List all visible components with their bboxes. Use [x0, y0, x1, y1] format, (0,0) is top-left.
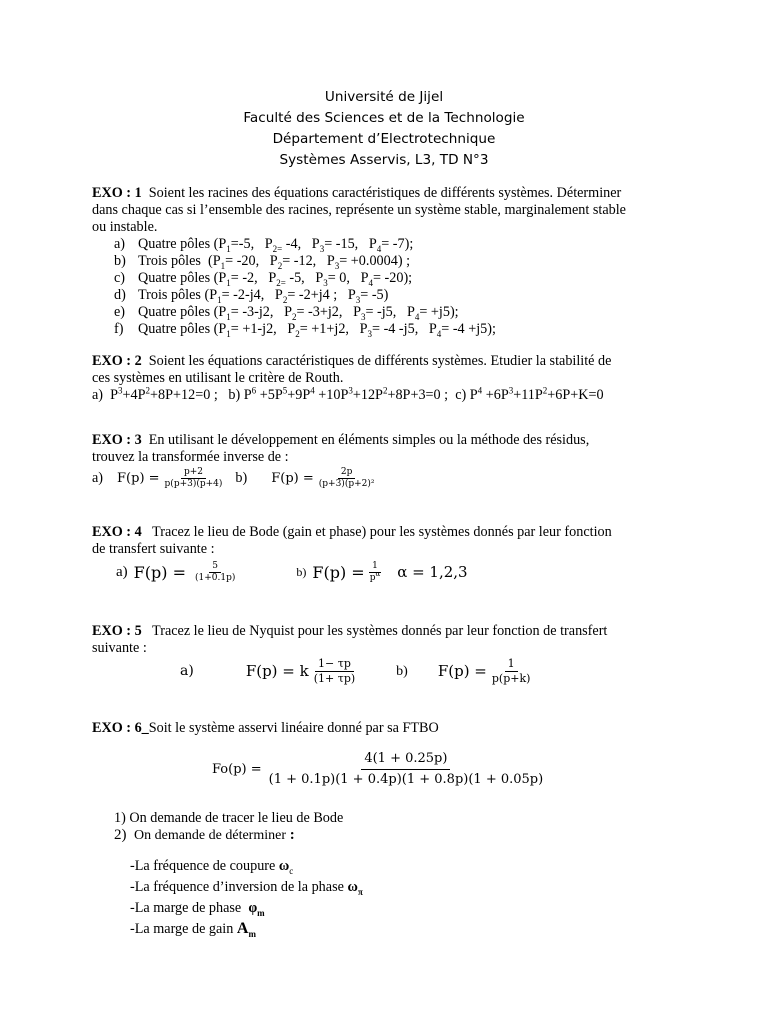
exo1-intro-line3: ou instable.: [92, 219, 158, 235]
exo6-question-2: 2) On demande de déterminer :: [114, 827, 295, 843]
exo4-fraction-a: $\frac{5}{(1+0.1p)}$: [194, 561, 236, 584]
exo5-intro-line1: EXO : 5 Tracez le lieu de Nyquist pour les systèmes donnés par leur fonction de transfert: [92, 623, 608, 639]
exo3-intro-line2: trouvez la transformée inverse de :: [92, 449, 289, 465]
exo5-intro-line2: suivante :: [92, 640, 147, 656]
header-faculty: Faculté des Sciences et de la Technologie: [243, 110, 525, 126]
header-department: Département d’Electrotechnique: [272, 131, 496, 147]
exo3-fraction-a: $\frac{p+2}{p(p+3)(p+4)}$: [164, 467, 223, 490]
exo5-title: EXO : 5: [92, 623, 142, 639]
exo6-intro: EXO : 6_Soit le système asservi linéaire donné par sa FTBO: [92, 720, 439, 736]
exo4-title: EXO : 4: [92, 524, 142, 540]
exo3-fraction-b: $\frac{2p}{\text{(p+3)(p+2)²}}$: [318, 467, 375, 490]
exo1-intro-line1: EXO : 1 Soient les racines des équations caractéristiques de différents systèmes. Déterminer: [92, 185, 622, 201]
exo1-item-a: a) Quatre pôles ($P_1=-5$, $P_{2=}$ -4, $P_3= -15$, $P_4= -7$);: [114, 236, 414, 254]
exo4-formulas: a) F(p) = $\frac{5}{(1+0.1p)}$ b) F(p) = $\frac{1}{p^\alpha}$ α = 1,2,3: [116, 561, 468, 584]
exo6-question-1: 1) On demande de tracer le lieu de Bode: [114, 810, 344, 826]
header-university: Université de Jijel: [324, 89, 444, 105]
exo6-ftbo-fraction: $\frac{4(1 + 0.25p)}{(1 + 0.1p)(1 + 0.4p)(1 + 0.8p)(1 + 0.05p)}$: [268, 751, 544, 787]
exo2-intro-line1: EXO : 2 Soient les équations caractéristiques de différents systèmes. Etudier la stabilité de: [92, 353, 612, 369]
header-course: Systèmes Asservis, L3, TD N°3: [279, 152, 489, 168]
exo1-item-f: f) Quatre pôles ($P_1= +1-j2$, $P_2= +1+j2$, $P_3= -4$ -j5, $P_4= -4 +j5$);: [114, 321, 496, 339]
exo6-item-gain-margin: -La marge de gain $A_m$: [130, 920, 256, 939]
exo4-fraction-b: $\frac{1}{p^\alpha}$: [369, 561, 381, 584]
exo3-formulas: a) F(p) = $\frac{p+2}{p(p+3)(p+4)}$ b) F(p) = $\frac{2p}{\text{(p+3)(p+2)²}}$: [92, 468, 379, 490]
exo3-title: EXO : 3: [92, 432, 142, 448]
exo2-intro-line2: ces systèmes en utilisant le critère de Routh.: [92, 370, 344, 386]
exo6-title: EXO : 6_: [92, 720, 149, 736]
exo1-item-e: e) Quatre pôles ($P_1= -3-j2$, $P_2= -3+j2$, $P_3= -j5$, $P_4= +j5$);: [114, 304, 459, 322]
exo2-equations: a) $P^3+4P^2+8P+12=0$ ; b) $P^6 +5P^5+9P^4 +10P^3+12P^2+8P+3=0$ ; c) $P^4 +6P^3+11P^2+6P+K=0$: [92, 385, 604, 403]
exo4-intro-line2: de transfert suivante :: [92, 541, 215, 557]
exo1-title: EXO : 1: [92, 185, 142, 201]
exo6-ftbo-formula: Fo(p) = $\frac{4(1 + 0.25p)}{(1 + 0.1p)(1 + 0.4p)(1 + 0.8p)(1 + 0.05p)}$: [212, 752, 548, 786]
exo6-item-cutoff-frequency: -La fréquence de coupure $\omega_c$: [130, 858, 294, 876]
exo1-item-b: b) Trois pôles ($P_1= -20$, $P_2= -12$, $P_3= +0.0004$) ;: [114, 253, 411, 271]
exo1-intro-line2: dans chaque cas si l’ensemble des racines, représente un système stable, marginalement stable: [92, 202, 626, 218]
exo5-formulas: a) F(p) = k $\frac{1- \tau p}{(1+ \tau p)}$ b) F(p) = $\frac{1}{p(p+k)}$: [180, 658, 535, 684]
exo6-item-phase-inversion-frequency: -La fréquence d’inversion de la phase $\omega_\pi$: [130, 879, 363, 897]
exo1-item-d: d) Trois pôles ($P_1= -2-j4$, $P_2= -2+j4$ ; $P_3= -5$): [114, 287, 389, 305]
exo5-fraction-a: $\frac{1- \tau p}{(1+ \tau p)}$: [313, 657, 356, 685]
exo5-fraction-b: $\frac{1}{p(p+k)}$: [491, 657, 531, 685]
exo6-item-phase-margin: -La marge de phase $\varphi_m$: [130, 900, 265, 918]
exo4-intro-line1: EXO : 4 Tracez le lieu de Bode (gain et phase) pour les systèmes donnés par leur fonction: [92, 524, 612, 540]
exo3-intro-line1: EXO : 3 En utilisant le développement en éléments simples ou la méthode des résidus,: [92, 432, 590, 448]
exo2-title: EXO : 2: [92, 353, 142, 369]
exo1-item-c: c) Quatre pôles ($P_1= -2$, $P_{2=}$ -5, $P_3= 0$, $P_4= -20$);: [114, 270, 413, 288]
